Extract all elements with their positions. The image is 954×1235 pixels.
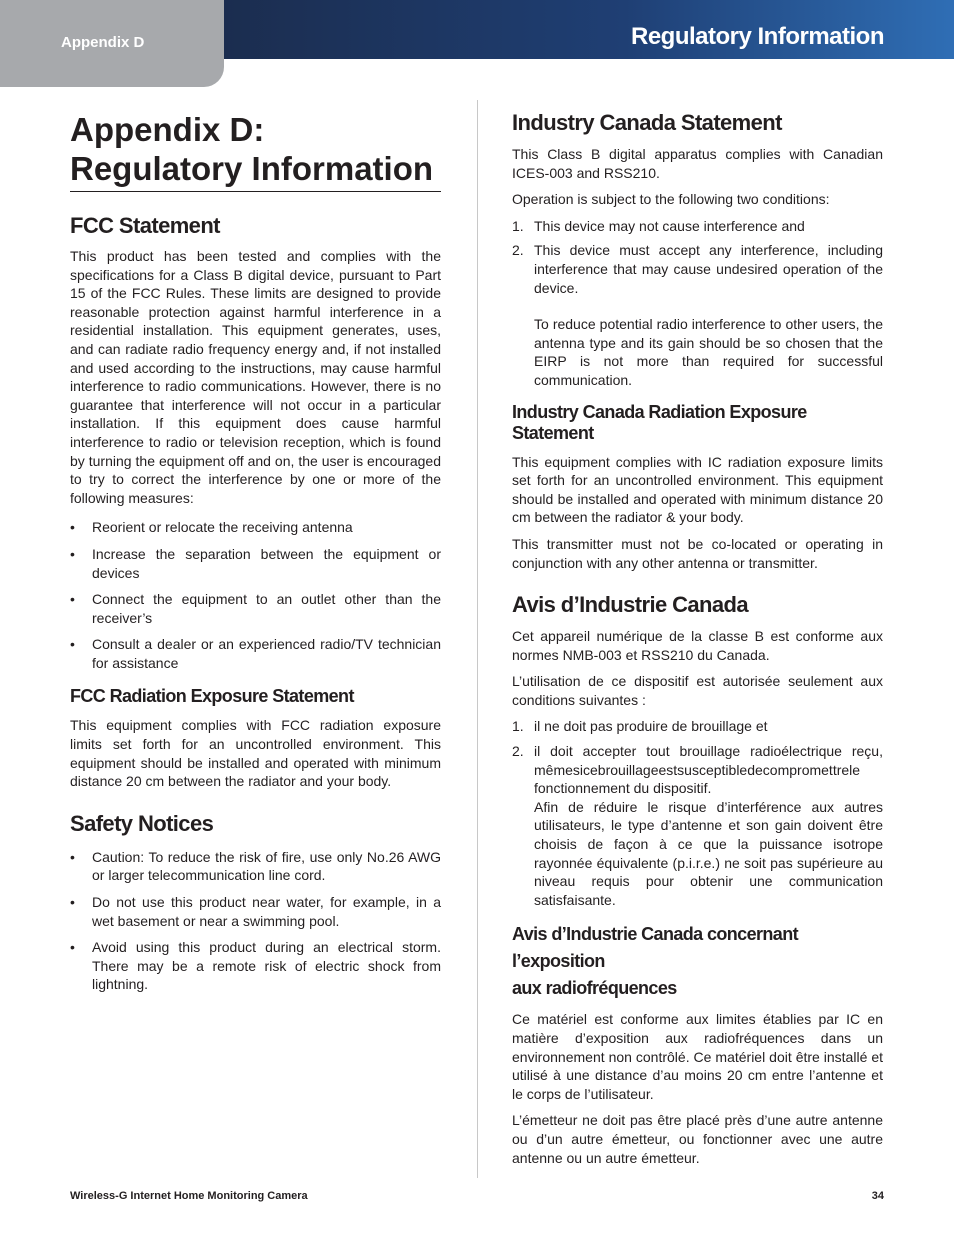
list-item: • Connect the equipment to an outlet other than the receiver’s <box>70 591 441 626</box>
safety-bullet-list <box>70 848 441 994</box>
fcc-bullet-list <box>70 518 441 672</box>
column-divider <box>477 100 478 1178</box>
fcc-radiation-heading: FCC Radiation Exposure Statement <box>70 686 354 707</box>
avis-radiation-heading-line1: Avis d’Industrie Canada concernant l’exposition <box>512 924 799 972</box>
ic-paragraph-2: Operation is subject to the following two conditions: <box>512 191 830 208</box>
avis-radiation-heading <box>512 921 883 1002</box>
fcc-paragraph: This product has been tested and complies with the specifications for a Class B digital device, pursuant to Part 15 of the FCC Rules. These limits are designed to provide reasonable protection against harmful interference in a residential installation. This equipment generates, uses, and can radiate radio frequency energy and, if not installed and used according to the instructions, may cause harmful interference to radio communications. However, there is no guarantee that interference will not occur in a particular installation. If this equipment does cause harmful interference to radio or television reception, which is found by turning the equipment off and on, the user is encouraged to try to correct the interference by one or more of the following measures: <box>70 248 441 506</box>
list-item-number: 1. <box>512 718 524 735</box>
list-item-text: il ne doit pas produire de brouillage et <box>534 718 768 735</box>
fcc-radiation-paragraph: This equipment complies with FCC radiation exposure limits set forth for an uncontrolled environment. This equipment should be installed and operated with minimum distance 20 cm between the radiator and your body. <box>70 717 441 790</box>
avis-heading: Avis d’Industrie Canada <box>512 592 748 618</box>
list-item-text: This device may not cause interference and <box>534 217 805 234</box>
safety-heading: Safety Notices <box>70 810 214 836</box>
list-item: • Reorient or relocate the receiving antenna <box>70 519 353 536</box>
header-bar <box>224 0 954 59</box>
fcc-heading: FCC Statement <box>70 213 220 238</box>
footer-page-number: 34 <box>871 1190 884 1202</box>
page-title <box>70 110 441 192</box>
list-item-text: Avoid using this product during an electrical storm. There may be a remote risk of electric shock from lightning. <box>92 939 441 993</box>
list-item-text: Caution: To reduce the risk of fire, use only No.26 AWG or larger telecommunication line cord. <box>92 848 441 884</box>
right-column <box>512 100 883 1167</box>
appendix-tab-label: Appendix D <box>61 34 145 51</box>
avis-numbered-list <box>512 717 883 909</box>
list-item-text: Do not use this product near water, for example, in a wet basement or near a swimming pool. <box>92 894 441 929</box>
list-item-text: Reorient or relocate the receiving antenna <box>92 519 353 536</box>
list-item-text: Increase the separation between the equipment or devices <box>92 545 441 581</box>
list-item <box>512 742 883 909</box>
page-title-line1: Appendix D: <box>70 111 265 148</box>
list-item-text: This device must accept any interference, including interference that may cause undesired operation of the device. <box>534 242 883 296</box>
list-item: • Avoid using this product during an electrical storm. There may be a remote risk of electric shock from lightning. <box>70 939 441 993</box>
appendix-tab <box>0 0 224 87</box>
list-item: • Do not use this product near water, for example, in a wet basement or near a swimming pool. <box>70 894 441 929</box>
list-item-number: 1. <box>512 217 524 234</box>
ic-radiation-heading: Industry Canada Radiation Exposure Statement <box>512 401 807 443</box>
page-title-line2: Regulatory Information <box>70 150 434 187</box>
list-item: • Consult a dealer or an experienced radio/TV technician for assistance <box>70 636 441 671</box>
list-item-text: Consult a dealer or an experienced radio/TV technician for assistance <box>92 636 441 671</box>
ic-radiation-paragraph-1: This equipment complies with IC radiation exposure limits set forth for an uncontrolled environment. This equipment should be installed and operated with minimum distance 20 cm between the radiator & your body. <box>512 453 883 526</box>
ic-radiation-paragraph-2: This transmitter must not be co-located or operating in conjunction with any other antenna or transmitter. <box>512 535 883 571</box>
avis-paragraph-1: Cet appareil numérique de la classe B est conforme aux normes NMB-003 et RSS210 du Canada. <box>512 628 883 663</box>
list-item-continuation: Afin de réduire le risque d’interférence aux autres utilisateurs, le type d’antenne et son gain doivent être choisis de façon à ce que la puissance isotrope rayonnée équivalente (p.i.r.e.) ne soit pas supérieure au niveau requis pour obtenir une communication satisfaisante. <box>534 798 883 908</box>
ic-numbered-list <box>512 217 883 390</box>
ic-heading: Industry Canada Statement <box>512 110 782 135</box>
avis-paragraph-2: L’utilisation de ce dispositif est autorisée seulement aux conditions suivantes : <box>512 673 883 708</box>
avis-radiation-paragraph-1: Ce matériel est conforme aux limites établies par IC en matière d’exposition aux radiofréquences dans un environnement non contrôlé. Ce matériel doit être installé et utilisé à une distance d’au moins 20 cm entre l’antenne et le corps de l’utilisateur. <box>512 1011 883 1102</box>
left-column <box>70 100 441 994</box>
list-item-number: 2. <box>512 743 524 760</box>
list-item-continuation: To reduce potential radio interference to other users, the antenna type and its gain should be so chosen that the EIRP is not more than required for successful communication. <box>534 316 883 388</box>
footer-product-name: Wireless-G Internet Home Monitoring Camera <box>70 1190 308 1202</box>
avis-radiation-heading-line2: aux radiofréquences <box>512 978 677 999</box>
list-item: • Increase the separation between the equipment or devices <box>70 545 441 581</box>
list-item <box>512 717 883 736</box>
list-item-text: Connect the equipment to an outlet other than the receiver’s <box>92 591 441 626</box>
list-item <box>512 217 883 236</box>
list-item-number: 2. <box>512 242 524 259</box>
avis-radiation-paragraph-2: L’émetteur ne doit pas être placé près d’une autre antenne ou d’un autre émetteur, ou fonctionner avec une autre antenne ou un autre émetteur. <box>512 1112 883 1166</box>
ic-paragraph-1: This Class B digital apparatus complies with Canadian ICES-003 and RSS210. <box>512 146 883 181</box>
list-item-text: il doit accepter tout brouillage radioélectrique reçu, mêmesicebrouillageestsusceptibledecompromettrele fonctionnement du dispositif. <box>534 743 883 797</box>
list-item: • Caution: To reduce the risk of fire, use only No.26 AWG or larger telecommunication line cord. <box>70 848 441 884</box>
section-title: Regulatory Information <box>630 23 884 50</box>
list-item <box>512 241 883 389</box>
